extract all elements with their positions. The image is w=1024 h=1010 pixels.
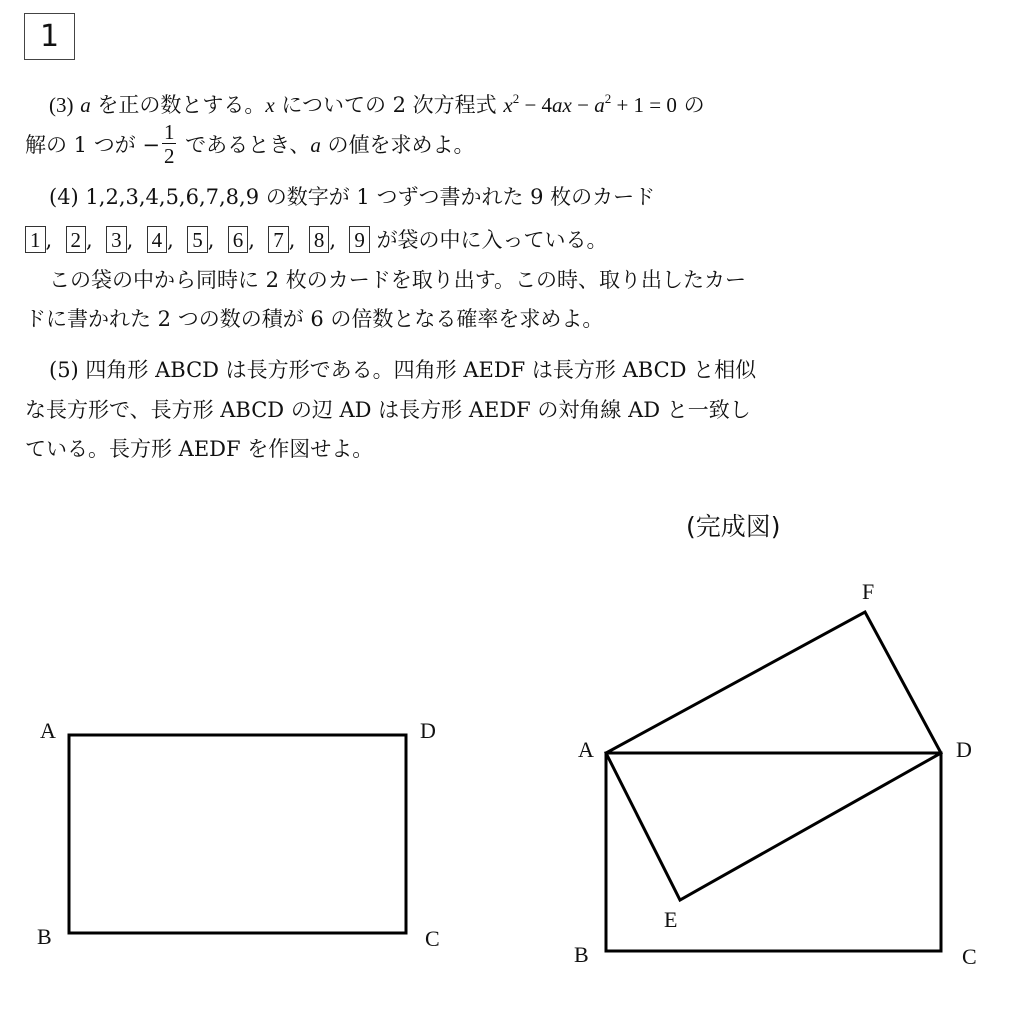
- eq-exp: 2: [512, 91, 520, 106]
- card-3: 3: [106, 226, 127, 253]
- q4-line-1: (4) 1,2,3,4,5,6,7,8,9 の数字が 1 つずつ書かれた 9 枚のカード: [49, 185, 656, 209]
- eq-part: + 1 = 0: [611, 93, 677, 117]
- right-label-e: E: [664, 907, 678, 932]
- eq-ax: ax: [552, 93, 572, 117]
- sep: ,: [45, 228, 53, 252]
- left-label-a: A: [40, 718, 56, 743]
- q4-line-3: この袋の中から同時に 2 枚のカードを取り出す。この時、取り出したカー: [49, 268, 747, 292]
- right-label-b: B: [574, 942, 589, 967]
- right-label-c: C: [962, 944, 977, 969]
- var-x: x: [265, 93, 275, 117]
- eq-part: −: [571, 93, 595, 117]
- card-8: 8: [309, 226, 330, 253]
- question-number: 1: [39, 19, 60, 54]
- q5-line-2: な長方形で、長方形 ABCD の辺 AD は長方形 AEDF の対角線 AD と一致し: [25, 398, 751, 422]
- card-7: 7: [268, 226, 289, 253]
- q3-text: の: [683, 93, 705, 117]
- q5-line-1: (5) 四角形 ABCD は長方形である。四角形 AEDF は長方形 ABCD と相似: [49, 358, 757, 382]
- completed-figure-caption: (完成図): [686, 512, 781, 541]
- left-rectangle-abcd: [69, 735, 406, 933]
- q4-text: が袋の中に入っている。: [376, 228, 608, 252]
- card-9: 9: [349, 226, 370, 253]
- q3-label: (3): [49, 93, 74, 117]
- left-label-b: B: [37, 924, 52, 949]
- q3-text: についての 2 次方程式: [281, 93, 497, 117]
- var-a: a: [80, 93, 91, 117]
- sep: ,: [248, 228, 255, 252]
- card-2: 2: [66, 226, 87, 253]
- sep: ,: [288, 228, 296, 252]
- sep: ,: [329, 228, 337, 252]
- card-4: 4: [147, 226, 168, 253]
- q3-text: 解の 1 つが −: [25, 133, 160, 157]
- card-5: 5: [187, 226, 208, 253]
- sep: ,: [126, 228, 134, 252]
- frac-denominator: 2: [163, 144, 175, 168]
- sep: ,: [167, 228, 174, 252]
- q5-line-3: ている。長方形 AEDF を作図せよ。: [25, 437, 374, 461]
- q3-text: であるとき、: [185, 133, 311, 157]
- right-label-a: A: [578, 737, 594, 762]
- frac-numerator: 1: [163, 120, 175, 144]
- sep: ,: [207, 228, 215, 252]
- sep: ,: [86, 228, 93, 252]
- eq-exp: 2: [604, 91, 612, 106]
- eq-x: x: [503, 93, 513, 117]
- rectangle-aedf: [606, 612, 941, 900]
- q4-line-4: ドに書かれた 2 つの数の積が 6 の倍数となる確率を求めよ。: [25, 307, 604, 331]
- q3-text: の値を求めよ。: [327, 133, 475, 157]
- right-label-d: D: [956, 737, 972, 762]
- q3-text: を正の数とする。: [97, 93, 266, 117]
- right-label-f: F: [862, 579, 875, 604]
- var-a: a: [310, 133, 321, 157]
- card-6: 6: [228, 226, 249, 253]
- card-1: 1: [25, 226, 46, 253]
- eq-a: a: [594, 93, 605, 117]
- left-label-d: D: [420, 718, 436, 743]
- eq-part: − 4: [519, 93, 553, 117]
- left-label-c: C: [425, 926, 440, 951]
- right-figure: [606, 612, 941, 951]
